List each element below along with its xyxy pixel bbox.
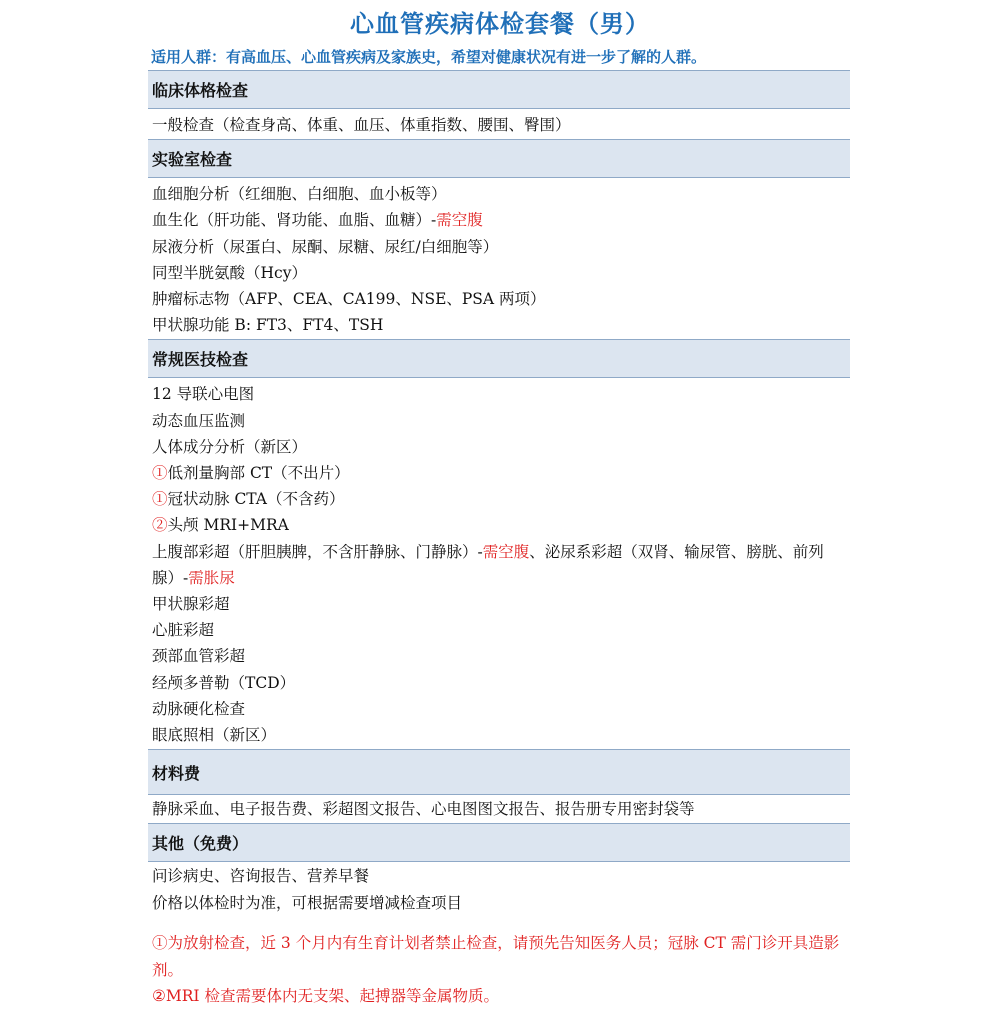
list-item: 心脏彩超 [152, 621, 215, 640]
item-text: 上腹部彩超（肝胆胰脾，不含肝静脉、门静脉）- [152, 542, 483, 561]
item-text: 、泌尿系彩超（双肾、输尿管、膀胱、前列腺）- [152, 542, 824, 587]
section-body-imaging [148, 378, 850, 748]
list-item: 肿瘤标志物（AFP、CEA、CA199、NSE、PSA 两项） [152, 290, 546, 309]
footnote-mri: ②MRI 检查需要体内无支架、起搏器等金属物质。 [152, 987, 499, 1005]
list-item: 动脉硬化检查 [152, 699, 246, 718]
section-body-clinical [148, 109, 850, 138]
list-item: 问诊病史、咨询报告、营养早餐 [152, 867, 370, 886]
list-item [148, 460, 850, 486]
fasting-note: 需空腹 [482, 542, 530, 561]
bladder-note: 需胀尿 [188, 568, 235, 587]
list-item: 价格以体检时为准，可根据需要增减检查项目 [152, 893, 463, 912]
list-item: 12 导联心电图 [152, 385, 255, 404]
section-body-other [148, 862, 850, 915]
section-header-other: 其他（免费） [148, 823, 850, 862]
section-body-materials [148, 795, 850, 822]
mri-marker: ② [152, 516, 168, 535]
package-content [148, 70, 850, 916]
item-text: 冠状动脉 CTA（不含药） [167, 490, 345, 509]
list-item: 颈部血管彩超 [152, 647, 246, 666]
list-item: 同型半胱氨酸（Hcy） [152, 263, 307, 282]
item-text: 头颅 MRI+MRA [167, 516, 289, 535]
fasting-note: 需空腹 [436, 211, 483, 230]
footnotes [152, 930, 852, 1010]
audience-line: 适用人群：有高血压、心血管疾病及家族史，希望对健康状况有进一步了解的人群。 [151, 48, 707, 66]
list-item: 经颅多普勒（TCD） [152, 673, 296, 692]
list-item: 一般检查（检查身高、体重、血压、体重指数、腰围、臀围） [152, 116, 571, 134]
radiation-marker: ① [152, 464, 168, 483]
page-title: 心血管疾病体检套餐（男） [350, 10, 650, 38]
list-item: 尿液分析（尿蛋白、尿酮、尿糖、尿红/白细胞等） [152, 237, 499, 256]
list-item: 眼底照相（新区） [152, 726, 277, 745]
item-text: 血生化（肝功能、肾功能、血脂、血糖）- [152, 211, 437, 230]
section-body-lab [148, 178, 850, 338]
item-text: 低剂量胸部 CT（不出片） [167, 464, 350, 483]
list-item [148, 207, 850, 233]
list-item [148, 486, 850, 512]
section-header-clinical: 临床体格检查 [148, 70, 850, 109]
list-item: 静脉采血、电子报告费、彩超图文报告、心电图图文报告、报告册专用密封袋等 [152, 800, 695, 819]
section-header-lab: 实验室检查 [148, 139, 850, 178]
list-item: 动态血压监测 [152, 411, 246, 430]
list-item: 人体成分分析（新区） [152, 437, 308, 456]
section-header-imaging: 常规医技检查 [148, 339, 850, 378]
section-header-materials: 材料费 [148, 749, 850, 795]
footnote-radiation: ①为放射检查，近 3 个月内有生育计划者禁止检查，请预先告知医务人员；冠脉 CT 需门诊开具造影剂。 [152, 934, 840, 979]
list-item: 甲状腺彩超 [152, 595, 230, 614]
list-item: 血细胞分析（红细胞、白细胞、血小板等） [152, 185, 447, 204]
list-item: 甲状腺功能 B: FT3、FT4、TSH [152, 316, 384, 335]
list-item [148, 539, 850, 591]
radiation-marker: ① [152, 490, 168, 509]
list-item [148, 512, 850, 538]
